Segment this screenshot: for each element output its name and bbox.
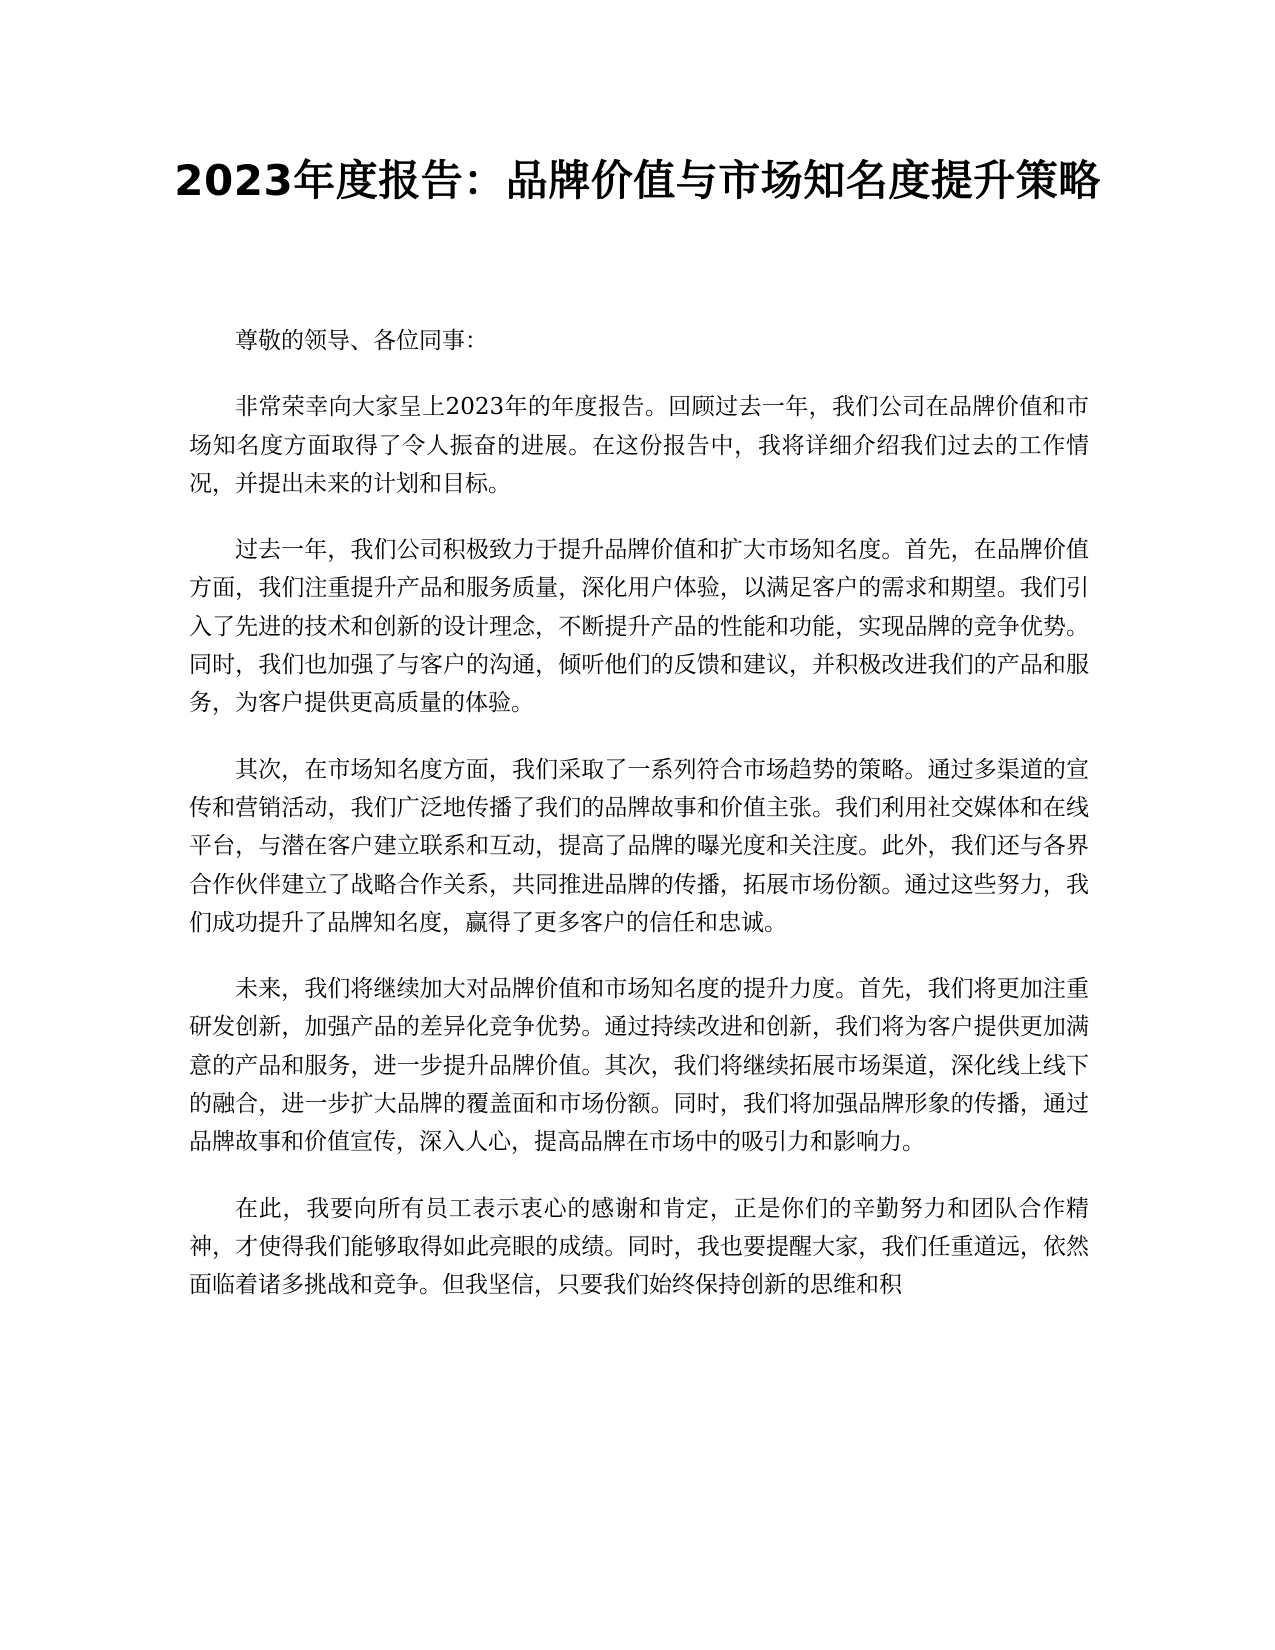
future-plan-paragraph: 未来，我们将继续加大对品牌价值和市场知名度的提升力度。首先，我们将更加注重研发创新，加强产品的差异化竞争优势。通过持续改进和创新，我们将为客户提供更加满意的产品和服务，进一步提升品牌价值。其次，我们将继续拓展市场渠道，深化线上线下的融合，进一步扩大品牌的覆盖面和市场份额。同时，我们将加强品牌形象的传播，通过品牌故事和价值宣传，深入人心，提高品牌在市场中的吸引力和影响力。	[189, 976, 1089, 1156]
document-title: 2023年度报告：品牌价值与市场知名度提升策略	[174, 156, 1101, 205]
salutation-paragraph: 尊敬的领导、各位同事：	[235, 328, 488, 354]
intro-paragraph: 非常荣幸向大家呈上2023年的年度报告。回顾过去一年，我们公司在品牌价值和市场知名度方面取得了令人振奋的进展。在这份报告中，我将详细介绍我们过去的工作情况，并提出未来的计划和目标。	[189, 394, 1089, 497]
market-awareness-paragraph: 其次，在市场知名度方面，我们采取了一系列符合市场趋势的策略。通过多渠道的宣传和营销活动，我们广泛地传播了我们的品牌故事和价值主张。我们利用社交媒体和在线平台，与潜在客户建立联系和互动，提高了品牌的曝光度和关注度。此外，我们还与各界合作伙伴建立了战略合作关系，共同推进品牌的传播，拓展市场份额。通过这些努力，我们成功提升了品牌知名度，赢得了更多客户的信任和忠诚。	[189, 756, 1089, 936]
acknowledgement-paragraph: 在此，我要向所有员工表示衷心的感谢和肯定，正是你们的辛勤努力和团队合作精神，才使得我们能够取得如此亮眼的成绩。同时，我也要提醒大家，我们任重道远，依然面临着诸多挑战和竞争。但我坚信，只要我们始终保持创新的思维和积	[189, 1195, 1089, 1299]
document-body	[189, 322, 1089, 1333]
brand-value-paragraph: 过去一年，我们公司积极致力于提升品牌价值和扩大市场知名度。首先，在品牌价值方面，我们注重提升产品和服务质量，深化用户体验，以满足客户的需求和期望。我们引入了先进的技术和创新的设计理念，不断提升产品的性能和功能，实现品牌的竞争优势。同时，我们也加强了与客户的沟通，倾听他们的反馈和建议，并积极改进我们的产品和服务，为客户提供更高质量的体验。	[189, 537, 1089, 717]
